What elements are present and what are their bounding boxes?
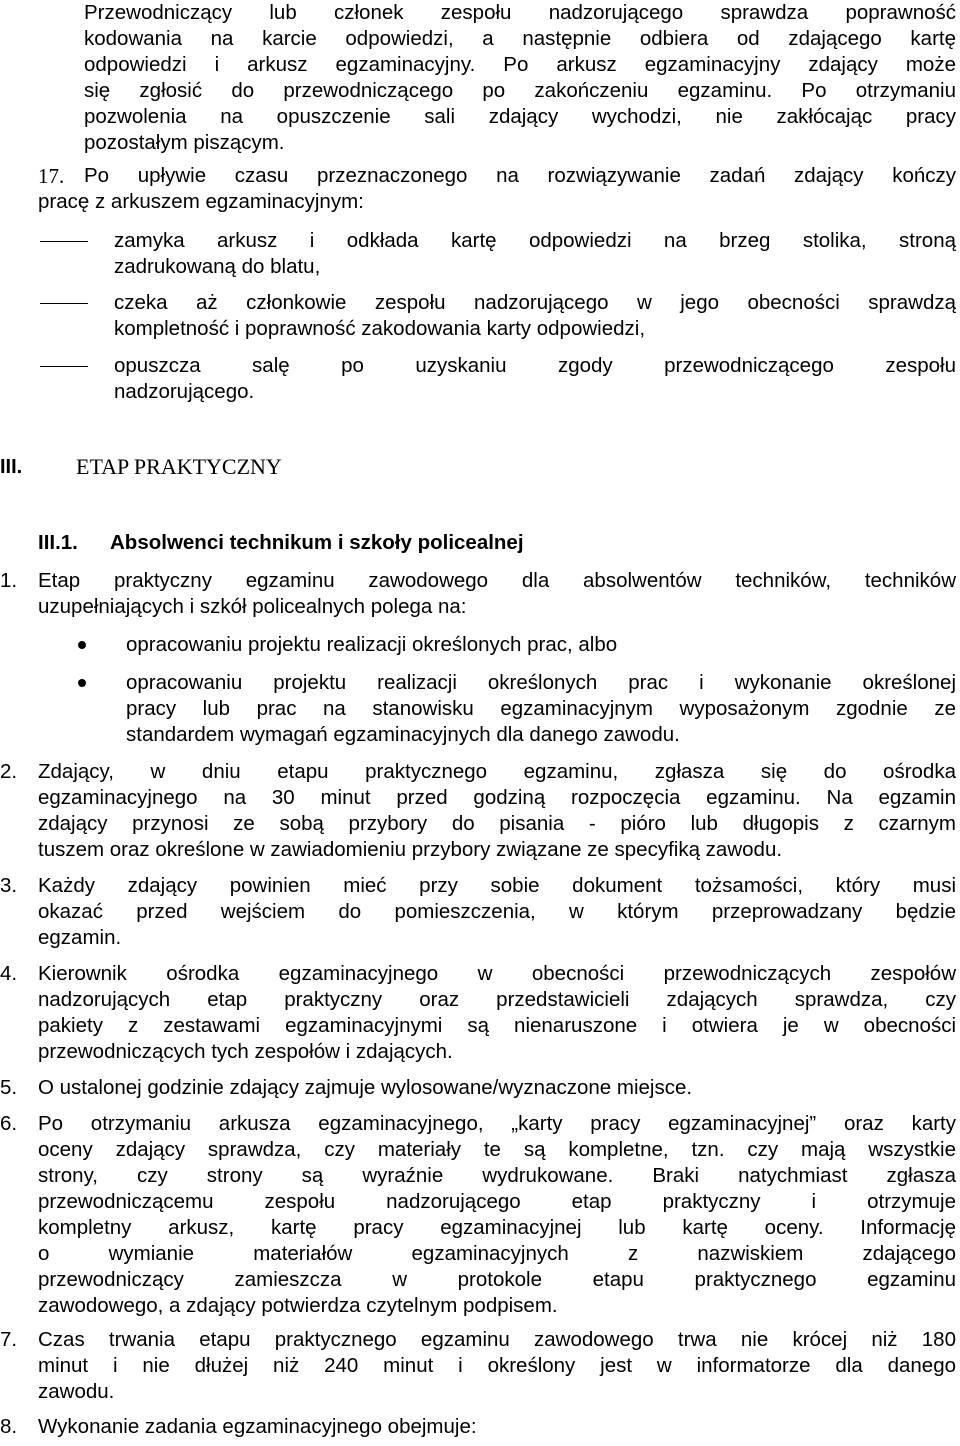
point-17-number: 17. [38,164,65,188]
point-line: egzaminacyjnego na 30 minut przed godziną rozpoczęcia egzaminu. Na egzamin [38,786,956,809]
point-17-line: Po upływie czasu przeznaczonego na rozwiązywanie zadań zdający kończy [84,164,956,187]
bullet-line: opracowaniu projektu realizacji określonych prac i wykonanie określonej [126,671,956,694]
point-line: Wykonanie zadania egzaminacyjnego obejmuje: [38,1415,477,1438]
point-line: przewodniczący zamieszcza w protokole etapu praktycznego egzaminu [38,1268,956,1291]
point-number: 8. [0,1415,18,1438]
point-17-text [84,163,956,189]
point-line: Po otrzymaniu arkusza egzaminacyjnego, „karty pracy egzaminacyjnej” oraz karty [38,1112,956,1135]
dash-item-line: nadzorującego. [114,380,255,403]
point-line: tuszem oraz określone w zawiadomieniu przybory związane ze specyfiką zawodu. [38,838,783,861]
point-line: okazać przed wejściem do pomieszczenia, w którym przeprowadzany będzie [38,900,956,923]
dash-item-line: opuszcza salę po uzyskaniu zgody przewodniczącego zespołu [114,354,956,377]
dash-item-line: zamyka arkusz i odkłada kartę odpowiedzi na brzeg stolika, stroną [114,229,956,252]
intro-line: pozwolenia na opuszczenie sali zdający wychodzi, nie zakłócając pracy [84,105,956,128]
intro-line: się zgłosić do przewodniczącego po zakończeniu egzaminu. Po otrzymaniu [84,79,956,102]
point-line: zdający przynosi ze sobą przybory do pisania - pióro lub długopis z czarnym [38,812,956,835]
point-line: pakiety z zestawami egzaminacyjnymi są nienaruszone i otwiera je w obecności [38,1014,956,1037]
point-line: egzamin. [38,926,122,949]
bullet-line: opracowaniu projektu realizacji określonych prac, albo [126,633,618,656]
intro-line: Przewodniczący lub członek zespołu nadzorującego sprawdza poprawność [84,1,956,24]
point-line: minut i nie dłużej niż 240 minut i określony jest w informatorze dla danego [38,1354,956,1377]
point-line: O ustalonej godzinie zdający zajmuje wylosowane/wyznaczone miejsce. [38,1076,693,1099]
point-number: 2. [0,760,18,783]
point-line: Kierownik ośrodka egzaminacyjnego w obecności przewodniczących zespołów [38,962,956,985]
bullet-line: standardem wymagań egzaminacyjnych dla danego zawodu. [126,723,680,746]
intro-line: odpowiedzi i arkusz egzaminacyjny. Po arkusz egzaminacyjny zdający może [84,53,956,76]
subsection-title: Absolwenci technikum i szkoły policealnej [110,531,524,554]
intro-paragraph [84,0,956,156]
point-line: Zdający, w dniu etapu praktycznego egzaminu, zgłasza się do ośrodka [38,760,956,783]
point-number: 7. [0,1328,18,1351]
section-title: ETAP PRAKTYCZNY [76,454,282,479]
point-line: uzupełniających i szkół policealnych polega na: [38,595,467,618]
section-number: III. [0,456,23,478]
dash-item-line: kompletność i poprawność zakodowania karty odpowiedzi, [114,317,646,340]
point-line: Etap praktyczny egzaminu zawodowego dla absolwentów techników, techników [38,569,956,592]
point-line: o wymianie materiałów egzaminacyjnych z nazwiskiem zdającego [38,1242,956,1265]
point-line: kompletny arkusz, kartę pracy egzaminacyjnej lub kartę oceny. Informację [38,1216,956,1239]
bullet-marker [78,679,86,687]
point-number: 6. [0,1112,18,1135]
point-line: nadzorujących etap praktyczny oraz przedstawicieli zdających sprawdza, czy [38,988,956,1011]
point-line: przewodniczących tych zespołów i zdających. [38,1040,453,1063]
point-line: zawodu. [38,1380,115,1403]
point-line: Czas trwania etapu praktycznego egzaminu zawodowego trwa nie krócej niż 180 [38,1328,956,1351]
point-number: 5. [0,1076,18,1099]
bullet-marker [78,641,86,649]
intro-line: pozostałym piszącym. [84,131,285,154]
point-line: zawodowego, a zdający potwierdza czytelnym podpisem. [38,1294,558,1317]
subsection-number: III.1. [38,531,78,554]
point-line: strony, czy strony są wyraźnie wydrukowane. Braki natychmiast zgłasza [38,1164,956,1187]
dash-item-line: zadrukowaną do blatu, [114,255,321,278]
intro-line: kodowania na karcie odpowiedzi, a następnie odbiera od zdającego kartę [84,27,956,50]
point-line: Każdy zdający powinien mieć przy sobie dokument tożsamości, który musi [38,874,956,897]
point-line: oceny zdający sprawdza, czy materiały te są kompletne, tzn. czy mają wszystkie [38,1138,956,1161]
point-17-line: pracę z arkuszem egzaminacyjnym: [38,190,364,213]
dash-item-line: czeka aż członkowie zespołu nadzorującego w jego obecności sprawdzą [114,291,956,314]
point-number: 3. [0,874,18,897]
point-line: przewodniczącemu zespołu nadzorującego etap praktyczny i otrzymuje [38,1190,956,1213]
bullet-line: pracy lub prac na stanowisku egzaminacyjnym wyposażonym zgodnie ze [126,697,956,720]
point-number: 1. [0,569,18,592]
point-17-text-continuation [38,189,956,215]
point-number: 4. [0,962,18,985]
